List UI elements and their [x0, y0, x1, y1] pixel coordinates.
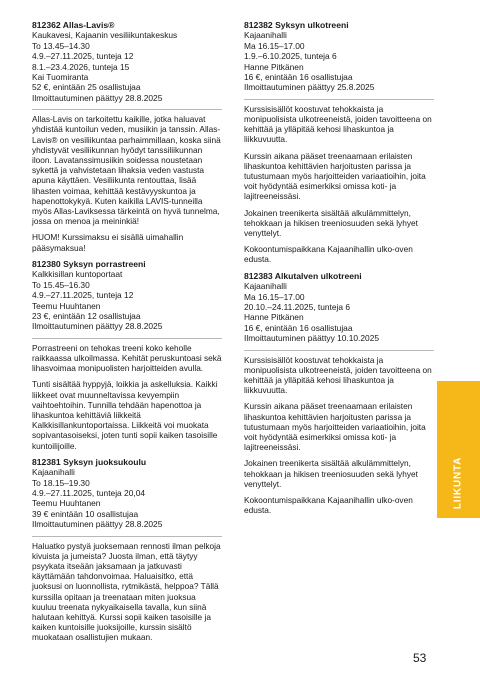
course-registration-deadline: Ilmoittautuminen päättyy 25.8.2025: [244, 82, 375, 93]
course-time: Ma 16.15–17.00: [244, 40, 305, 51]
course-812381: [32, 457, 222, 643]
description-paragraph: Kurssisisällöt koostuvat tehokkaista ja monipuolisista ulkotreeneistä, joiden tavoitteena on kehittää ja ylläpitää kehosi lihaskuntoa ja liikkuvuutta.: [244, 354, 432, 396]
description-paragraph: Jokainen treenikerta sisältää alkulämmittelyn, tehokkaan ja hikisen treeniosuuden sekä lyhyet venyttelyt.: [244, 207, 418, 239]
page-number: 53: [413, 651, 427, 665]
left-column: [32, 20, 222, 649]
course-price: 16 €, enintään 16 osallistujaa: [244, 72, 353, 83]
course-description: [244, 350, 434, 516]
course-meta: [32, 30, 222, 103]
course-812383: [244, 271, 434, 516]
description-paragraph: Kurssin aikana pääset treenaamaan erilaisten lihaskuntoa kehittävien harjoitusten parissa ja tutustumaan myös harjoitteiden variaatioihin, joita voit hyödyntää esimerkiksi omissa koti- ja lajitreeneissäsi.: [244, 401, 426, 453]
description-paragraph: Kokoontumispaikkana Kajaanihallin ulko-oven edusta.: [244, 244, 413, 265]
section-tab: [437, 381, 480, 518]
course-registration-deadline: Ilmoittautuminen päättyy 28.8.2025: [32, 92, 163, 103]
course-teacher: Teemu Huuhtanen: [32, 498, 101, 509]
course-location: Kalkkisillan kuntoportaat: [32, 269, 123, 280]
right-column: [244, 20, 434, 521]
course-time: To 15.45–16.30: [32, 279, 90, 290]
course-time: To 13.45–14.30: [32, 40, 90, 51]
course-dates: 1.9.–6.10.2025, tunteja 6: [244, 51, 337, 62]
course-location: Kajaanihalli: [32, 467, 75, 478]
course-registration-deadline: Ilmoittautuminen päättyy 10.10.2025: [244, 333, 380, 344]
course-description: [32, 338, 222, 451]
course-meta: [244, 281, 434, 343]
course-price: 39 € enintään 10 osallistujaa: [32, 508, 139, 519]
description-paragraph: Tunti sisältää hyppyjä, loikkia ja askelluksia. Kaikki liikkeet ovat muunneltavissa kevyempiin vaihtoehtoihin. Tunnilla tehdään hapenottoa ja lihaskuntoa kehittäviä liikkeitä Kalkkisillankuntoportaissa. Liikkeitä voi muokata sopivantasoiseksi, joten tunti sopii kaiken tasoisille kuntoilijoille.: [32, 379, 218, 451]
description-paragraph: HUOM! Kurssimaksu ei sisällä uimahallin pääsymaksua!: [32, 232, 184, 253]
course-teacher: Hanne Pitkänen: [244, 312, 304, 323]
description-paragraph: Kurssin aikana pääset treenaamaan erilaisten lihaskuntoa kehittävien harjoitusten parissa ja tutustumaan myös harjoitteiden variaatioihin, joita voit hyödyntää esimerkiksi omissa koti- ja lajitreeneissäsi.: [244, 150, 426, 202]
course-dates: 4.9.–27.11.2025, tunteja 12: [32, 290, 134, 301]
course-location: Kajaanihalli: [244, 281, 287, 292]
course-teacher: Teemu Huuhtanen: [32, 300, 101, 311]
description-paragraph: Haluatko pystyä juoksemaan rennosti ilman pelkoja kivuista ja jumeista? Juosta ilman, että täytyy psyykata itseään jaksamaan ja jatkuvasti käyttämään tahdonvoimaa. Haluaisitko, että juoksusi on luonnollista, rytmikästä, helppoa? Tällä kurssilla opitaan ja treenataan miten juoksua kuuluu treenata nykyaikaisella tavalla, kun siinä halutaan kehittyä. Kurssi sopii kaiken tasoisille ja kaiken kuntoisille juoksijoille, kurssin sisältö muokataan osallistujien mukaan.: [32, 540, 221, 643]
course-price: 52 €, enintään 25 osallistujaa: [32, 82, 141, 93]
course-812362: [32, 20, 222, 253]
course-time: Ma 16.15–17.00: [244, 291, 305, 302]
course-title: 812382 Syksyn ulkotreeni: [244, 20, 349, 30]
course-description: [32, 109, 222, 253]
description-paragraph: Kurssisisällöt koostuvat tehokkaista ja monipuolisista ulkotreeneistä, joiden tavoitteena on kehittää ja ylläpitää kehosi lihaskuntoa ja liikkuvuutta.: [244, 103, 432, 145]
course-description: [244, 99, 434, 265]
course-meta: [32, 269, 222, 331]
course-dates: 4.9.–27.11.2025, tunteja 12: [32, 51, 134, 62]
course-title: 812383 Alkutalven ulkotreeni: [244, 270, 362, 281]
description-paragraph: Allas-Lavis on tarkoitettu kaikille, jotka haluavat yhdistää kuntoilun veden, musiikin ja tanssin. Allas-Lavis® on vesiliikuntaa parhaimmillaan, koska siinä yhdistyvät vesiliikunnan hyödyt tanssiliikunnan iloon. Lavatanssimusiikin soidessa noustetaan sykettä ja vahvistetaan lihaksia veden vastusta apuna käyttäen. Vesiliikunta rentouttaa, lisää lihasten voimaa, kehittää kestävyyskuntoa ja hapenottokykyä. Kuten kaikilla LAVIS-tunneilla myös Allas-Laviksessa tärkeintä on hyvä tunnelma, jossa on menoa ja meininkiä!: [32, 114, 221, 227]
course-812382: [244, 20, 434, 265]
course-teacher: Kai Tuomiranta: [32, 72, 89, 83]
course-registration-deadline: Ilmoittautuminen päättyy 28.8.2025: [32, 321, 163, 332]
course-dates: 4.9.–27.11.2025, tunteja 20,04: [32, 487, 146, 498]
course-meta: [244, 30, 434, 92]
course-meta: [32, 467, 222, 529]
description-paragraph: Jokainen treenikerta sisältää alkulämmittelyn, tehokkaan ja hikisen treeniosuuden sekä lyhyet venyttelyt.: [244, 458, 418, 489]
course-dates: 20.10.–24.11.2025, tunteja 6: [244, 301, 351, 312]
course-title: 812381 Syksyn juoksukoulu: [32, 456, 147, 467]
description-paragraph: Porrastreeni on tehokas treeni koko keholle raikkaassa ulkoilmassa. Kehität peruskuntoasi sekä lihasvoimaa monipuolisten harjoitteiden avulla.: [32, 342, 222, 374]
course-time: To 18.15–19.30: [32, 477, 90, 488]
course-price: 16 €, enintään 16 osallistujaa: [244, 322, 353, 333]
course-title: 812362 Allas-Lavis®: [32, 20, 115, 30]
course-price: 23 €, enintään 12 osallistujaa: [32, 310, 141, 321]
section-tab-label: LIIKUNTA: [452, 456, 464, 510]
course-teacher: Hanne Pitkänen: [244, 61, 304, 72]
course-dates: 8.1.–23.4.2026, tunteja 15: [32, 61, 130, 72]
description-paragraph: Kokoontumispaikkana Kajaanihallin ulko-oven edusta.: [244, 494, 413, 516]
course-812380: [32, 259, 222, 451]
course-description: [32, 536, 222, 643]
course-title: 812380 Syksyn porrastreeni: [32, 258, 146, 269]
course-location: Kaukavesi, Kajaanin vesiliikuntakeskus: [32, 30, 178, 41]
course-location: Kajaanihalli: [244, 30, 287, 41]
course-registration-deadline: Ilmoittautuminen päättyy 28.8.2025: [32, 519, 163, 530]
